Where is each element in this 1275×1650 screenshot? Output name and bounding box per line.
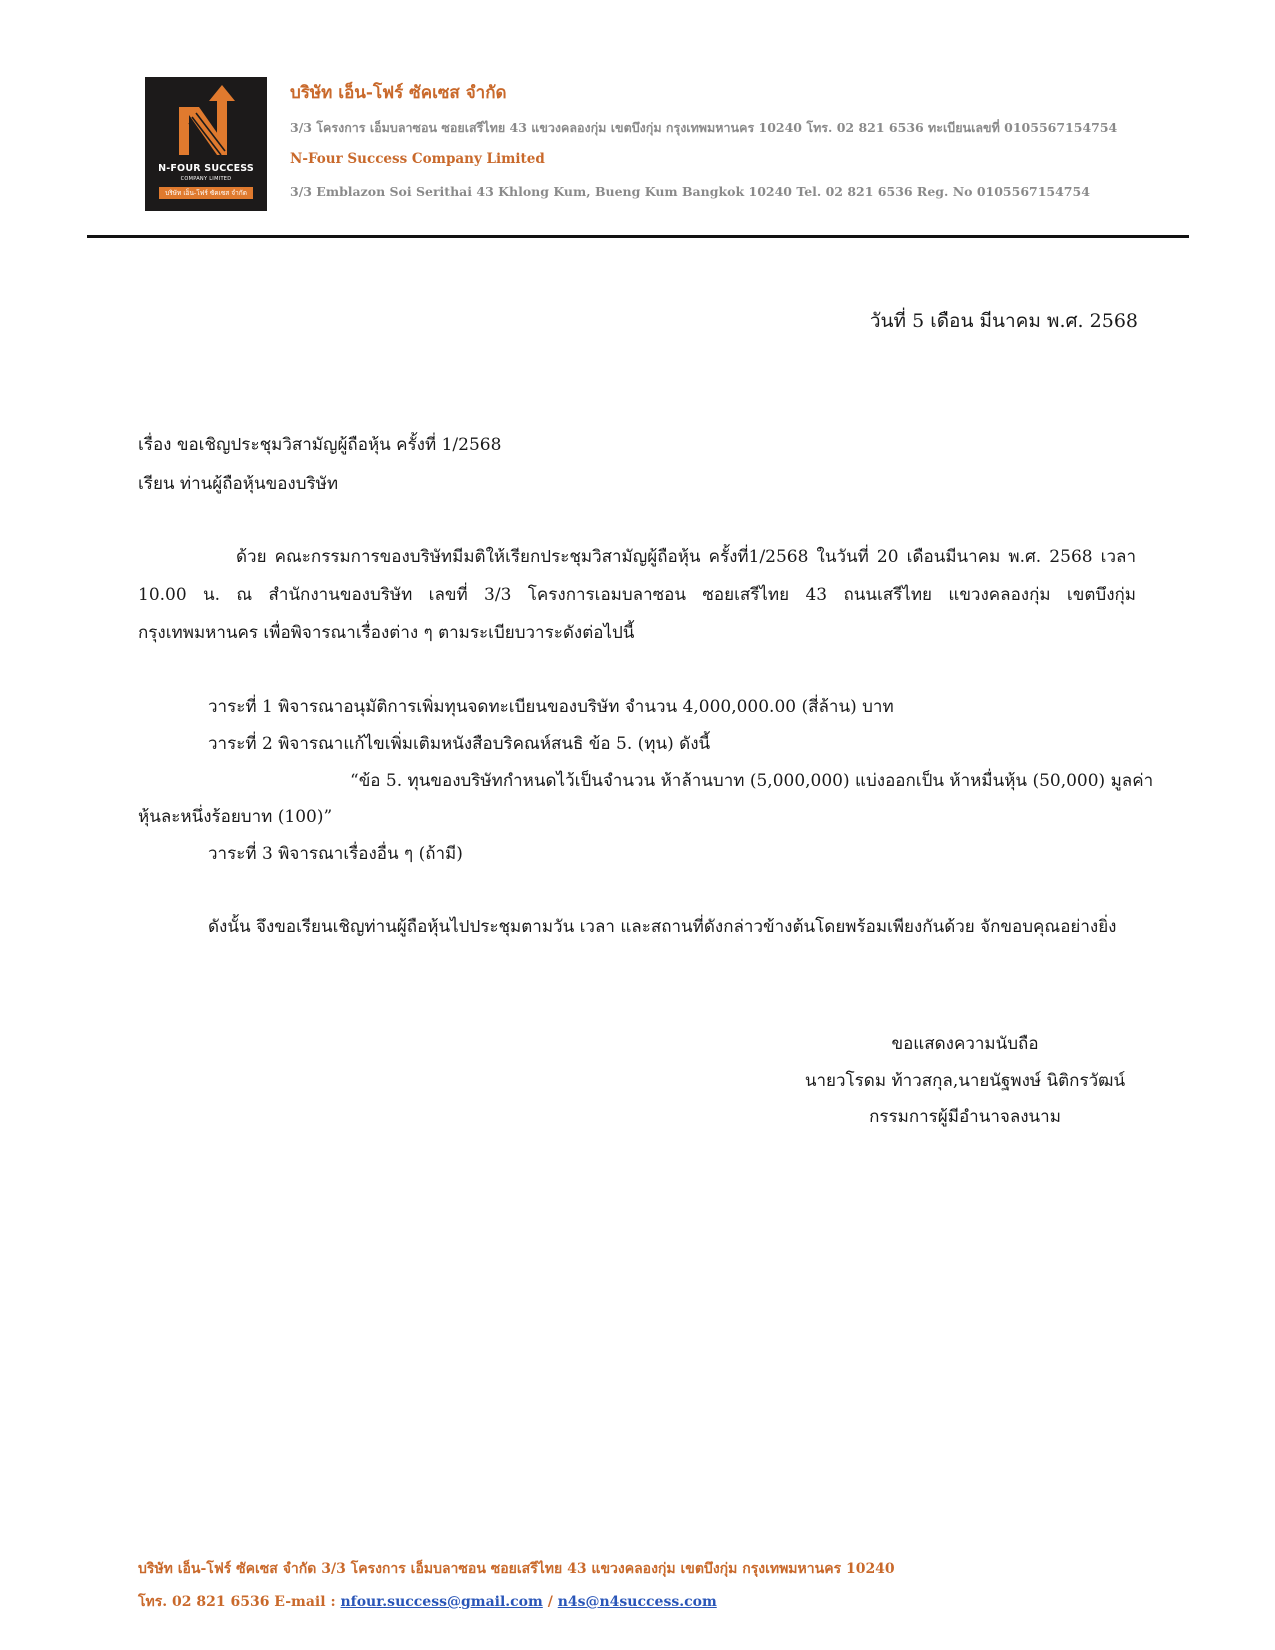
closing-paragraph: ดังนั้น จึงขอเรียนเชิญท่านผู้ถือหุ้นไปประชุมตามวัน เวลา และสถานที่ดังกล่าวข้างต้นโดยพร้อมเพียงกันด้วย จักขอบคุณอย่างยิ่ง xyxy=(208,917,1117,937)
letter-date: วันที่ 5 เดือน มีนาคม พ.ศ. 2568 xyxy=(869,310,1138,332)
intro-line-1: ด้วย คณะกรรมการของบริษัทมีมติให้เรียกประชุมวิสามัญผู้ถือหุ้น ครั้งที่1/2568 ในวันที่ 20 เดือนมีนาคม พ.ศ. 2568 เวลา xyxy=(236,547,1136,567)
n-arrow-logo-icon xyxy=(145,77,267,167)
intro-paragraph xyxy=(138,538,1136,652)
logo-name: N-FOUR SUCCESS xyxy=(158,163,254,174)
company-address-thai: 3/3 โครงการ เอ็มบลาซอน ซอยเสรีไทย 43 แขวงคลองกุ่ม เขตบึงกุ่ม กรุงเทพมหานคร 10240 โทร. 02 821 6536 ทะเบียนเลขที่ 0105567154754 xyxy=(290,120,1118,135)
agenda-item-1: วาระที่ 1 พิจารณาอนุมัติการเพิ่มทุนจดทะเบียนของบริษัท จำนวน 4,000,000.00 (สี่ล้าน) บาท xyxy=(208,697,894,717)
signer-names: นายวโรดม ท้าวสกุล,นายนัฐพงษ์ นิติกรวัฒน์ xyxy=(804,1071,1126,1091)
header-divider xyxy=(87,235,1189,238)
footer-separator: / xyxy=(542,1594,558,1610)
logo-band: บริษัท เอ็น-โฟร์ ซัคเซส จำกัด xyxy=(159,187,253,199)
agenda-item-2: วาระที่ 2 พิจารณาแก้ไขเพิ่มเติมหนังสือบริคณห์สนธิ ข้อ 5. (ทุน) ดังนี้ xyxy=(208,734,711,754)
regards: ขอแสดงความนับถือ xyxy=(891,1034,1039,1054)
letterhead xyxy=(0,0,1275,240)
quote-line-1: “ข้อ 5. ทุนของบริษัทกำหนดไว้เป็นจำนวน ห้าล้านบาท (5,000,000) แบ่งออกเป็น ห้าหมื่นหุ้น (50,000) มูลค่า xyxy=(350,771,1154,791)
quote-line-2: หุ้นละหนึ่งร้อยบาท (100)” xyxy=(138,807,333,827)
footer-email-link-1[interactable]: nfour.success@gmail.com xyxy=(340,1594,543,1610)
footer-address: บริษัท เอ็น-โฟร์ ซัคเซส จำกัด 3/3 โครงการ เอ็มบลาซอน ซอยเสรีไทย 43 แขวงคลองกุ่ม เขตบึงกุ่ม กรุงเทพมหานคร 10240 xyxy=(138,1561,895,1577)
agenda-item-3: วาระที่ 3 พิจารณาเรื่องอื่น ๆ (ถ้ามี) xyxy=(208,844,463,864)
company-name-english: N-Four Success Company Limited xyxy=(290,151,545,167)
company-logo xyxy=(145,77,267,211)
intro-line-3: กรุงเทพมหานคร เพื่อพิจารณาเรื่องต่าง ๆ ตามระเบียบวาระดังต่อไปนี้ xyxy=(138,623,635,643)
logo-subtitle: COMPANY LIMITED xyxy=(180,176,232,182)
letter-subject: เรื่อง ขอเชิญประชุมวิสามัญผู้ถือหุ้น ครั้งที่ 1/2568 xyxy=(138,435,502,455)
letter-recipient: เรียน ท่านผู้ถือหุ้นของบริษัท xyxy=(138,474,339,494)
signer-title: กรรมการผู้มีอำนาจลงนาม xyxy=(869,1107,1061,1127)
company-name-thai: บริษัท เอ็น-โฟร์ ซัคเซส จำกัด xyxy=(290,83,507,103)
footer-phone: โทร. 02 821 6536 E-mail : xyxy=(138,1594,341,1610)
company-address-english: 3/3 Emblazon Soi Serithai 43 Khlong Kum, Bueng Kum Bangkok 10240 Tel. 02 821 6536 Reg. No 0105567154754 xyxy=(290,184,1090,199)
intro-line-2: 10.00 น. ณ สำนักงานของบริษัท เลขที่ 3/3 โครงการเอมบลาซอน ซอยเสรีไทย 43 ถนนเสรีไทย แขวงคลองกุ่ม เขตบึงกุ่ม xyxy=(138,585,1136,605)
footer-email-link-2[interactable]: n4s@n4success.com xyxy=(557,1594,717,1610)
footer-contact xyxy=(138,1591,717,1613)
